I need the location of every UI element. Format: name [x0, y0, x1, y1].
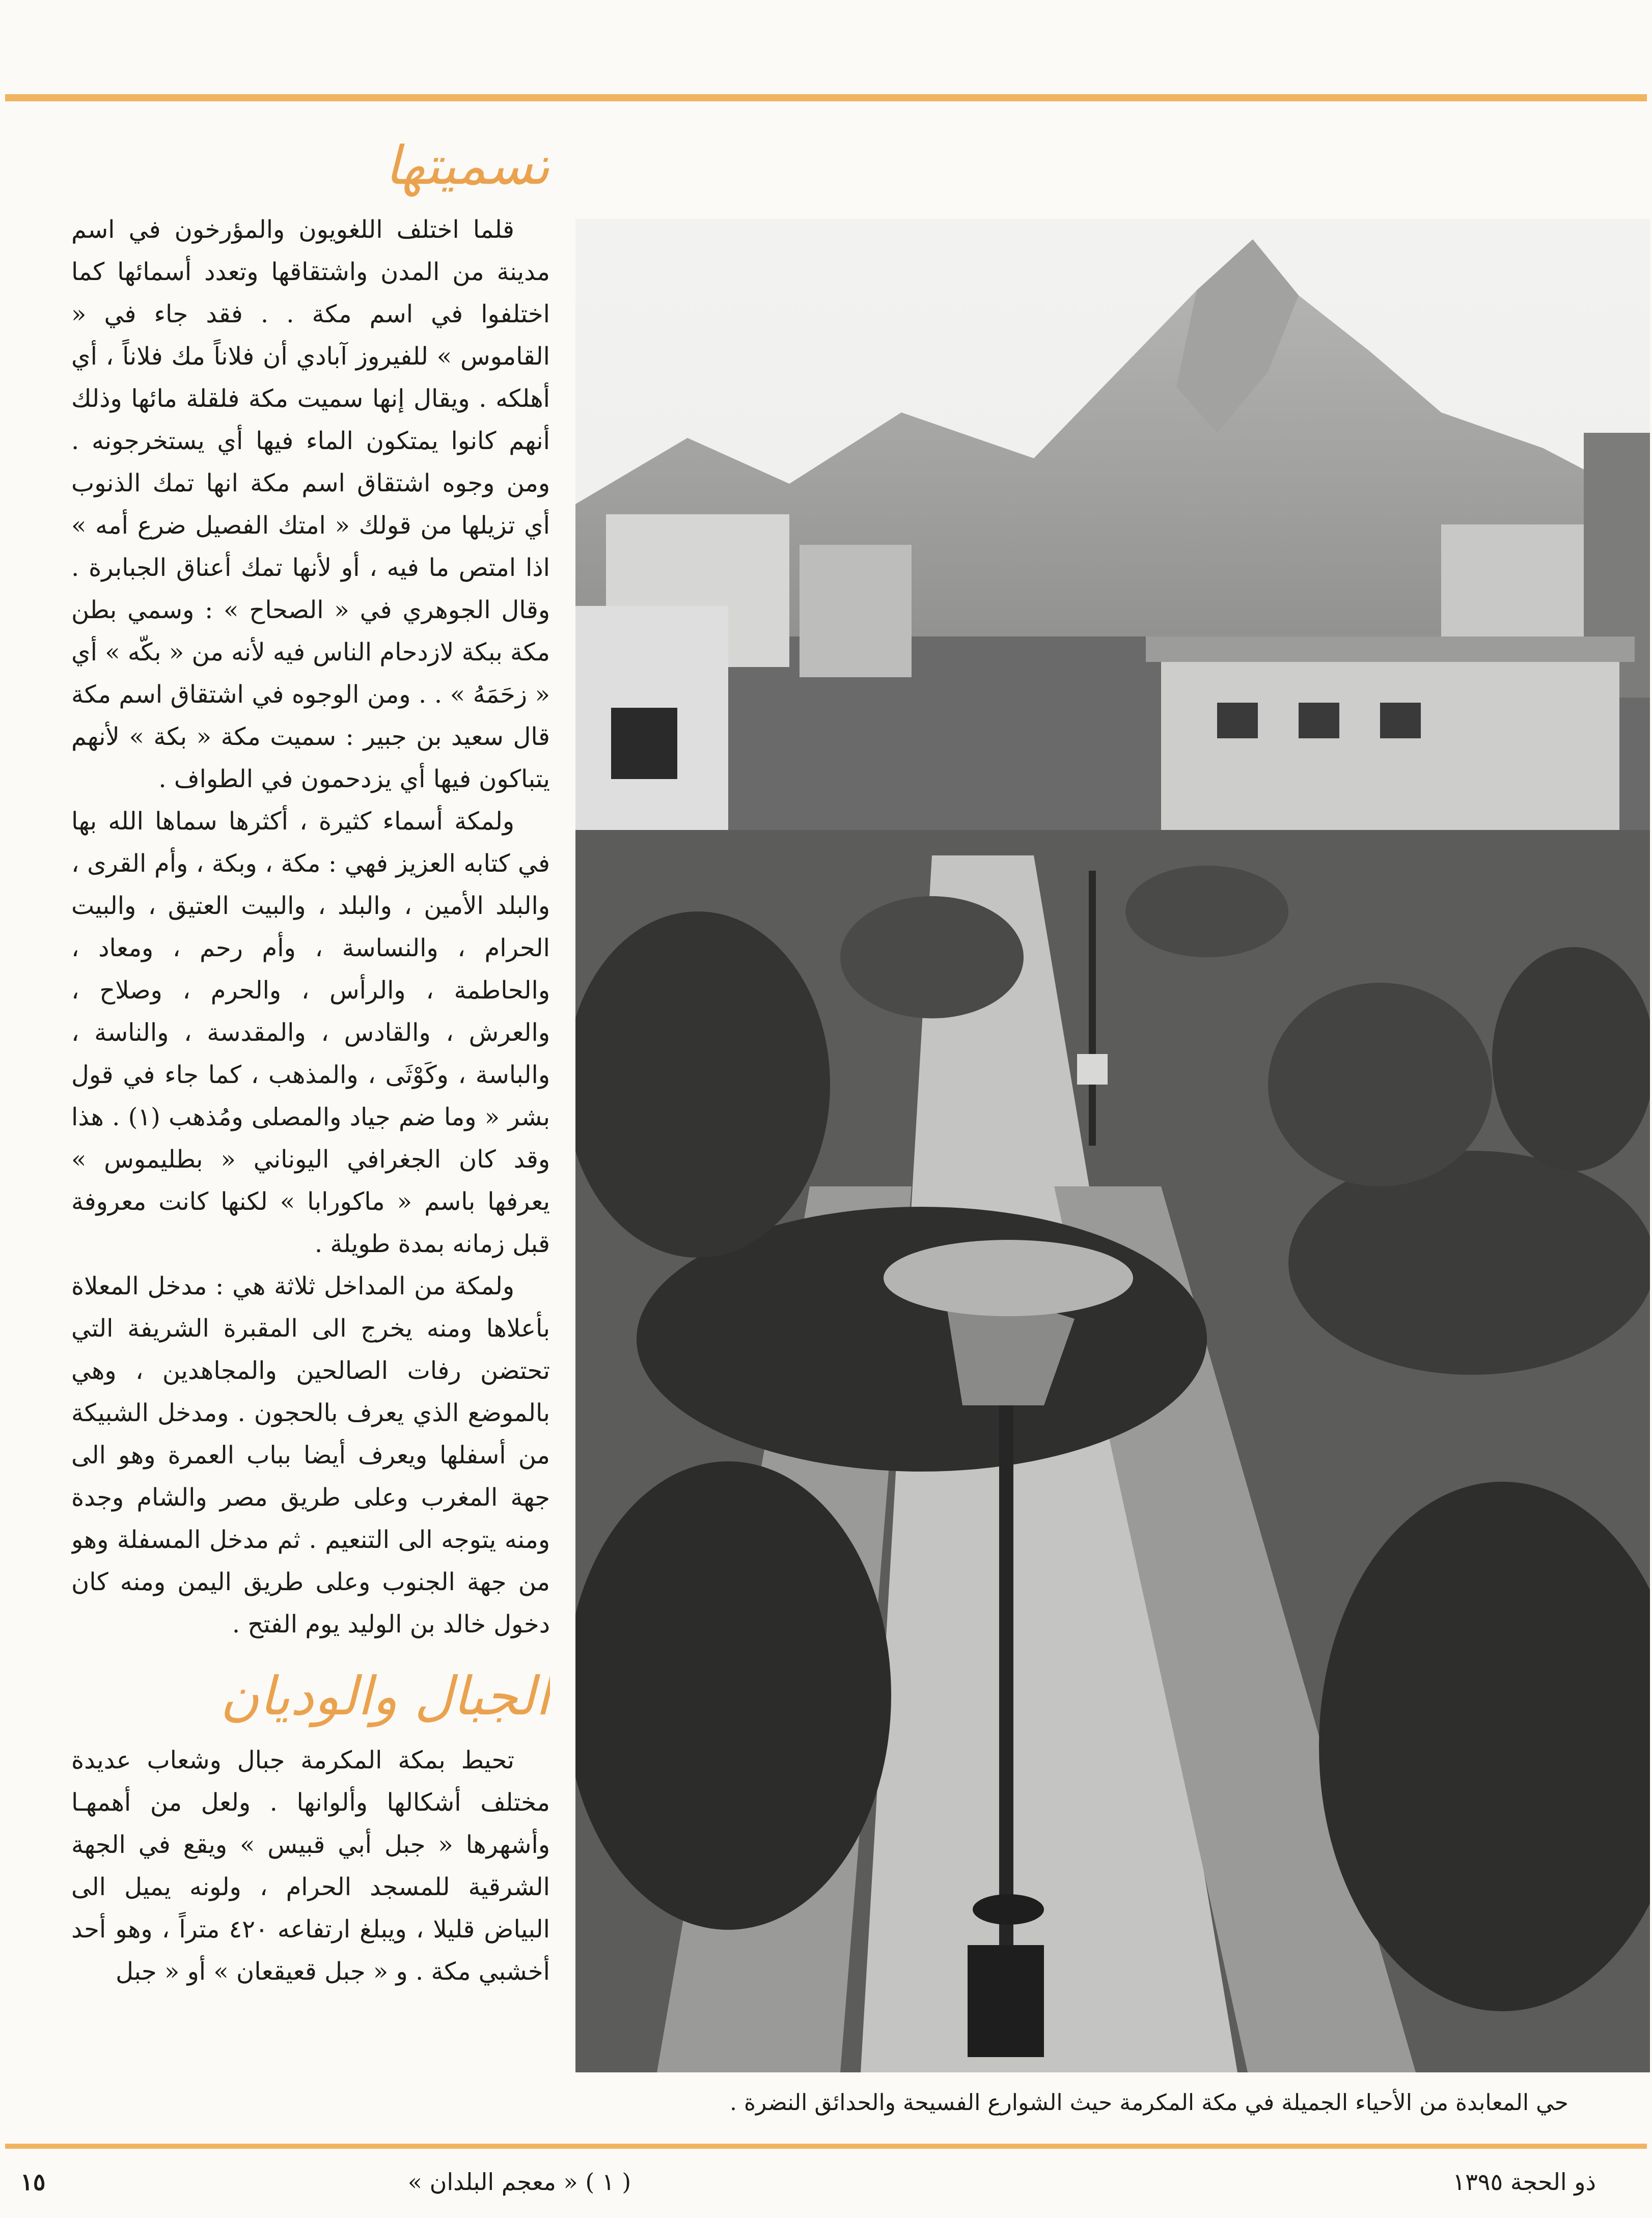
garden-photo-illustration — [575, 219, 1650, 2072]
bottom-rule — [5, 2144, 1647, 2149]
issue-date: ذو الحجة ١٣٩٥ — [1452, 2168, 1596, 2196]
garden-photo — [575, 219, 1650, 2072]
footnote: ( ١ ) « معجم البلدان » — [407, 2168, 631, 2196]
article-text-column — [71, 127, 550, 2123]
section-heading-mountains: الجبال والوديان — [220, 1665, 550, 1727]
top-rule — [5, 94, 1647, 101]
paragraph-naming-2: ولمكة أسماء كثيرة ، أكثرها سماها الله بها في كتابه العزيز فهي : مكة ، وبكة ، وأم القرى ، والبلد الأمين ، والبلد ، والبيت العتيق ، والبيت الحرام ، والنساسة ، وأم رحم ، ومعاد ، والحاطمة ، والرأس ، والحرم ، وصلاح ، والعرش ، والقادس ، والمقدسة ، والناسة ، والباسة ، وكَوْثَى ، والمذهب ، كما جاء في قول بشر « وما ضم جياد والمصلى ومُذهب (١) . هذا وقد كان الجغرافي اليوناني « بطليموس » يعرفها باسم « ماكورابا » لكنها كانت معروفة قبل زمانه بمدة طويلة . — [71, 807, 550, 1258]
page-number: ١٥ — [20, 2168, 46, 2196]
photo-caption: حي المعابدة من الأحياء الجميلة في مكة المكرمة حيث الشوارع الفسيحة والحدائق النضرة . — [730, 2090, 1568, 2116]
paragraph-mountains-1: تحيط بمكة المكرمة جبال وشعاب عديدة مختلف أشكالها وألوانها . ولعل من أهمهـا وأشهرها « جبل أبي قبيس » ويقع في الجهة الشرقية للمسجد الحرام ، ولونه يميل الى البياض قليلا ، ويبلغ ارتفاعه ٤٢٠ متراً ، وهو أحد أخشبي مكة . و « جبل قعيقعان » أو « جبل — [71, 1746, 550, 1986]
paragraph-naming-1: قلما اختلف اللغويون والمؤرخون في اسم مدينة من المدن واشتقاقها وتعدد أسمائها كما اختلفوا في اسم مكة . . فقد جاء في « القاموس » للفيروز آبادي أن فلاناً مك فلاناً ، أي أهلكه . ويقال إنها سميت مكة فلقلة مائها وذلك أنهم كانوا يمتكون الماء فيها أي يستخرجونه . ومن وجوه اشتقاق اسم مكة انها تمك الذنوب أي تزيلها من قولك « امتك الفصيل ضرع أمه » اذا امتص ما فيه ، أو لأنها تمك أعناق الجبابرة . وقال الجوهري في « الصحاح » : وسمي بطن مكة ببكة لازدحام الناس فيه لأنه من « بكّه » أي « زحَمَهُ » . . ومن الوجوه في اشتقاق اسم مكة قال سعيد بن جبير : سميت مكة « بكة » لأنهم يتباكون فيها أي يزدحمون في الطواف . — [71, 215, 550, 793]
section-heading-naming: تسميتها — [384, 134, 550, 197]
paragraph-naming-3: ولمكة من المداخل ثلاثة هي : مدخل المعلاة بأعلاها ومنه يخرج الى المقبرة الشريفة التي تحتضن رفات الصالحين والمجاهدين ، وهي بالموضع الذي يعرف بالحجون . ومدخل الشبيكة من أسفلها ويعرف أيضا بباب العمرة وهو الى جهة المغرب وعلى طريق مصر والشام وجدة ومنه يتوجه الى التنعيم . ثم مدخل المسفلة وهو من جهة الجنوب وعلى طريق اليمن ومنه كان دخول خالد بن الوليد يوم الفتح . — [71, 1272, 550, 1639]
